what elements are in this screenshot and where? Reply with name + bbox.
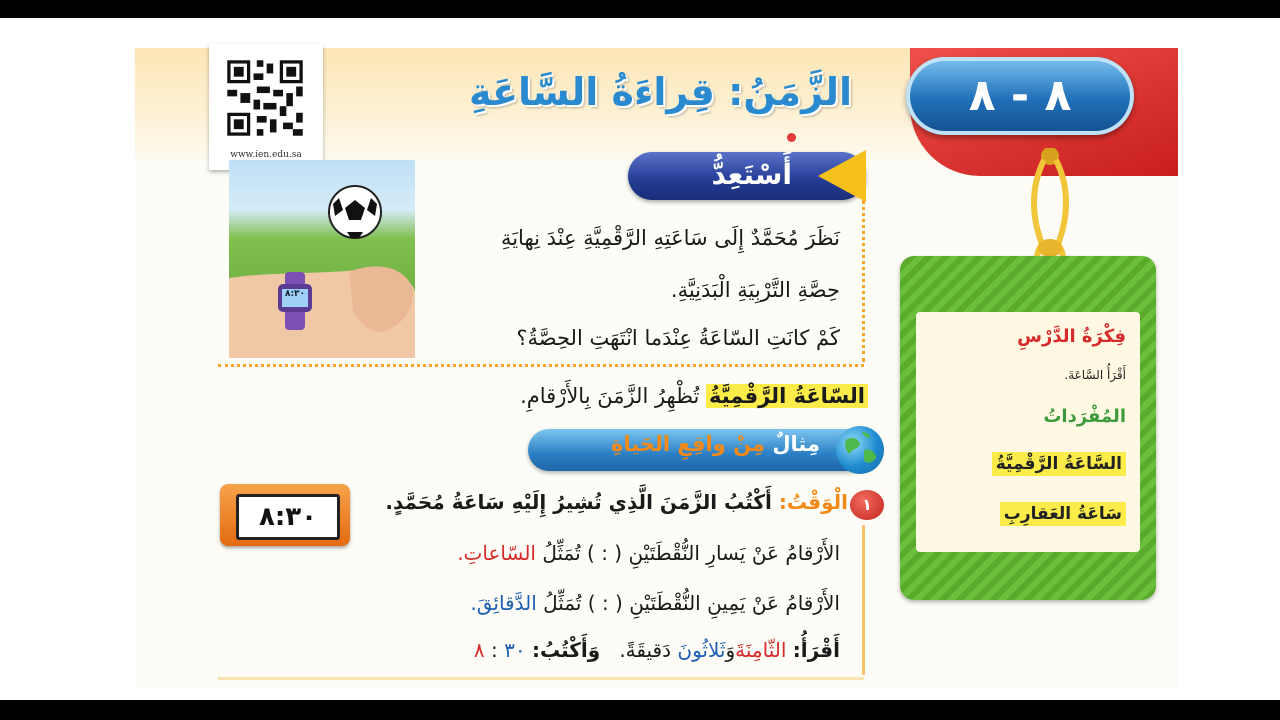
prepare-label: أَسْتَعِدُّ (711, 158, 792, 191)
bottom-letterbox (0, 700, 1280, 720)
written-hour: ٨ (473, 638, 485, 662)
vocabulary-title: المُفْرَداتُ (1043, 406, 1126, 427)
hour-word: الثّامِنَةَ (735, 638, 787, 662)
written-minutes: ٣٠ (504, 638, 526, 662)
arrow-icon (818, 150, 866, 202)
prepare-line-1: نَظَرَ مُحَمَّدٌ إِلَى سَاعَتِهِ الرَّقْمِيَّةِ عِنْدَ نِهايَةِ (500, 226, 840, 250)
read-label: أَقْرَأُ: (792, 638, 840, 662)
digital-clock-note (520, 384, 868, 408)
arm-icon (229, 266, 415, 358)
minutes-word: ثَلاثُونَ (677, 638, 726, 662)
watch-display: ٨:٣٠ (284, 289, 306, 299)
cursor-dot (787, 133, 796, 142)
example-line-2-text: الأَرْقامُ عَنْ يَمِينِ النُّقْطَتَيْنِ ( : ) تُمَثِّلُ (543, 591, 840, 615)
example-line-3 (474, 638, 840, 662)
digital-clock-display: ٨:٣٠ (236, 494, 340, 540)
example-line-2 (470, 591, 840, 615)
example-border (218, 677, 864, 680)
write-label: وَأَكْتُبُ: (531, 638, 601, 662)
example-label (611, 432, 820, 456)
digital-clock-definition: تُظْهِرُ الزَّمَنَ بِالأَرْقامِ. (520, 384, 700, 408)
example-number-badge: ١ (850, 490, 884, 520)
example-border (862, 525, 865, 675)
example-question (385, 490, 848, 514)
vocab-item: سَاعَةُ العَقارِبِ (1000, 502, 1126, 526)
lesson-idea-text: أَقْرَأُ السَّاعَةَ. (1064, 368, 1126, 382)
qr-code-icon[interactable] (224, 57, 306, 139)
prepare-line-3: كَمْ كانَتِ السّاعَةُ عِنْدَما انْتَهَتِ الحِصَّةُ؟ (516, 326, 840, 350)
example-line-2-minutes: الدَّقائِقَ. (470, 591, 537, 615)
example-label-orange: مِنْ واقِعِ الحَياةِ (611, 432, 765, 456)
globe-icon (836, 426, 884, 474)
soccer-ball-icon (329, 186, 381, 238)
watch-photo (229, 160, 415, 358)
minute-unit: دَقيقَةً. (619, 638, 672, 662)
example-line-1-hours: السّاعاتِ. (457, 541, 536, 565)
page-title: الزَّمَنُ: قِراءَةُ السَّاعَةِ (469, 70, 852, 114)
lesson-number: ٨ - ٨ (906, 57, 1134, 135)
example-line-1-text: الأَرْقامُ عَنْ يَسارِ النُّقْطَتَيْنِ ( : ) تُمَثِّلُ (542, 541, 840, 565)
example-line-1 (457, 541, 840, 565)
prepare-line-2: حِصَّةِ التَّرْبِيَةِ الْبَدَنِيَّةِ. (670, 278, 840, 302)
qr-url[interactable]: www.ien.edu.sa (230, 150, 302, 160)
example-label-white: مِثالٌ (772, 432, 820, 456)
written-colon: : (491, 638, 498, 662)
vocab-item: السَّاعَةُ الرَّقْمِيَّةُ (992, 452, 1126, 476)
example-question-text: أَكْتُبُ الزَّمَنَ الَّذِي تُشِيرُ إِلَيْهِ سَاعَةُ مُحَمَّدٍ. (385, 490, 772, 514)
dotted-divider (862, 200, 865, 362)
lesson-idea-title: فِكْرَةُ الدَّرْسِ (1017, 326, 1126, 347)
top-letterbox (0, 0, 1280, 18)
and-word: وَ (725, 638, 736, 662)
dotted-divider (218, 364, 864, 367)
digital-clock-term: السّاعَةُ الرَّقْمِيَّةُ (706, 384, 868, 408)
example-tag: الْوَقْتُ: (778, 490, 848, 514)
